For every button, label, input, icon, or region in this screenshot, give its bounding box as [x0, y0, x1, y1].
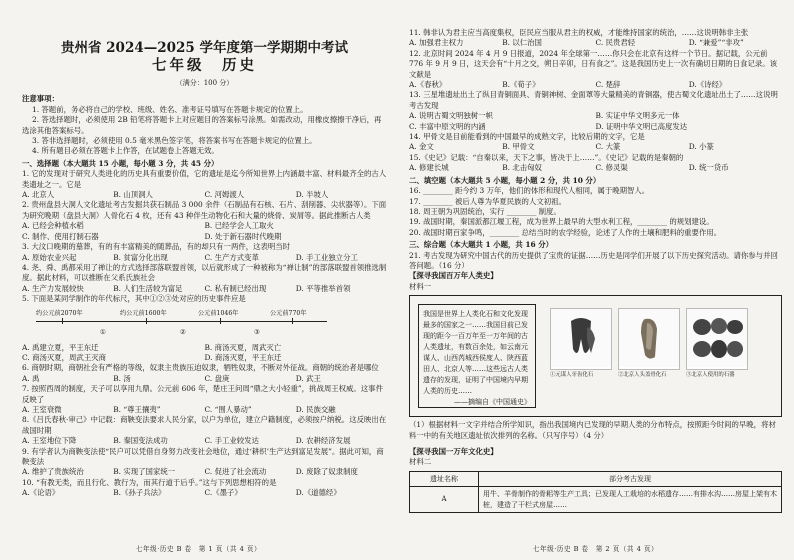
question-17: [409, 197, 782, 207]
question-6: [22, 363, 387, 384]
question-stem: 5. 下面是某同学制作的年代标尺，其中①②③处对应的历史事件应是: [22, 294, 246, 304]
question-9: [22, 447, 387, 478]
question-stem: 4. 尧、舜、禹都采用了禅让的方式选择部落联盟首领，以后就形成了一种被称为“禅让制”的部落联盟首领推选制度。据此材料，可以推断在父系氏族社会: [22, 262, 387, 283]
timeline-tick: [220, 318, 221, 324]
option-a: A. 已经会种植水稻: [22, 221, 84, 231]
option-c: C. 民贵君轻: [595, 38, 636, 48]
timeline-mark: ②: [180, 327, 186, 336]
table-header: 遗址名称: [410, 471, 479, 486]
option-d: D. 废除了奴隶制度: [295, 467, 358, 477]
options: [409, 80, 782, 90]
subsection-heading: 【探寻我国一万年文化史】: [409, 446, 498, 456]
table-cell: 用牛、羊骨制作的骨耜等生产工具；已发现人工栽培的水稻遗存……有排水沟……房屋上架有木桩，建造了干栏式房屋……: [479, 487, 782, 513]
option-b: B. 山顶洞人: [113, 190, 153, 200]
question-stem: 11. 韩非认为君主应当高度集权，臣民应当服从君主的权威，才能维持国家的统治，……这说明韩非主张: [409, 28, 749, 37]
notice-heading: 注意事项：: [22, 94, 59, 104]
option-a: A. 金文: [409, 142, 434, 152]
question-8: [22, 415, 387, 446]
timeline-label: 约公元前1600年: [120, 309, 167, 317]
question-stem: 18. 周王朝为巩固统治，实行 ________ 制度。: [409, 206, 561, 216]
option-b: B.《孙子兵法》: [113, 488, 166, 498]
options: [22, 253, 387, 263]
exam-subject: 七年级 历史: [152, 57, 257, 74]
option-b: B. 商汤灭夏，周武灭亡: [204, 342, 282, 352]
question-stem: 16. ________ 距今约 3 万年，他们的体形和现代人相同，属于晚期智人。: [409, 186, 650, 196]
options: [22, 374, 387, 384]
question-16: [409, 186, 782, 196]
skull-fossil-image: [618, 308, 680, 370]
option-c: C. 大篆: [595, 142, 621, 152]
figure: [618, 308, 680, 379]
option-c: C. 盘庚: [204, 373, 230, 383]
option-c: C. 商汤灭夏，周武王灭商: [22, 352, 106, 362]
material-body: 我国是世界上人类化石和文化发现最多的国家之一……我国目前已发现的距今一百万年至一万年间的古人类遗址，有数百余处，如云南元谋人、山西芮城西侯度人、陕西蓝田人、北京人等……这些远古人类遗存的发现，证明了中国境内早期人类的历史……: [423, 310, 528, 396]
table-cell: A: [410, 487, 479, 513]
option-c: C. 生产方式变革: [204, 252, 259, 262]
question-20: [409, 228, 782, 238]
full-score: （满分：100 分）: [175, 79, 234, 87]
option-a: A. 原始农业兴起: [22, 252, 77, 262]
question-stem: 21. 考古发现为研究中国古代的历史提供了宝贵的证据……历史是同学们开展了以下历史探究活动。请你参与并回答问题。（16 分）: [409, 250, 778, 270]
question-stem: 20. 战国时期百家争鸣，________ 总结当时的农学经验，论述了人作的土壤和肥料的重要作用。: [409, 227, 722, 237]
figure: [686, 308, 748, 379]
timeline-mark: ①: [100, 327, 106, 336]
option-a: A. 说明古蜀文明独树一帜: [409, 111, 493, 121]
figure-caption: ③北京人使用的石器: [686, 372, 735, 379]
question-10: [22, 478, 387, 499]
question-21: [409, 251, 782, 513]
option-d: D.《道德经》: [295, 488, 341, 498]
option-c: C. 楚辞: [595, 80, 621, 90]
timeline-mark: ③: [254, 327, 260, 336]
material-1-text: [418, 304, 536, 408]
question-stem: 13. 三星堆遗址出土了纵目青铜面具、青铜神树、金面罩等大量精美的青铜器，使古蜀文化遗址出土了……这说明考古发现: [409, 90, 778, 110]
option-d: D. 小篆: [688, 142, 714, 152]
question-2: [22, 200, 387, 242]
question-stem: 15.《史记》记载：“自秦以来，天下之事，皆决于上……”。《史记》记载的是秦朝的: [409, 152, 684, 162]
option-b: B. 汤: [113, 373, 131, 383]
options: [22, 343, 387, 364]
question-stem: 14. 甲骨文是目前能看到的中国最早的成熟文字，比较后期的文字，它是: [409, 132, 645, 142]
timeline-label: 公元前770年: [270, 309, 307, 317]
timeline-label: 公元前1046年: [198, 309, 239, 317]
section-heading: 三、综合题（本大题共 1 小题，共 16 分）: [409, 240, 553, 250]
options: [409, 38, 782, 48]
options: [409, 163, 782, 173]
question-14: [409, 132, 782, 153]
question-stem: 3. 大汶口晚期的墓葬，有的有丰富精美的随葬品，有的却只有一两件，这表明当时: [22, 242, 291, 252]
option-a: A. 王室衰微: [22, 404, 62, 414]
options: [409, 142, 782, 152]
question-stem: 8.《吕氏春秋·审己》中记载：商鞅变法要求人民分家，以户为单位，建立户籍制度，必须按户纳税。这反映出在战国时期: [22, 415, 387, 435]
option-c: C. 手工业较发达: [204, 436, 259, 446]
option-b: B. 实现了国家统一: [113, 467, 176, 477]
section-heading: 一、选择题（本大题共 15 小题，每小题 3 分，共 45 分）: [22, 158, 219, 168]
option-d: D. 武王: [295, 373, 321, 383]
material-label: 材料二: [409, 457, 432, 467]
material-1-box: [409, 295, 782, 417]
sub-question: （1）根据材料一文字并结合所学知识，指出我国境内已发现的早期人类的分布特点，按照距今时间的早晚，将材料一中的有关地区遗址依次排列的名称。（只写序号）（4 分）: [409, 420, 776, 440]
option-d: D. “兼爱”“非攻”: [688, 38, 744, 48]
exam-page-2: [397, 0, 794, 560]
notice-item: 2. 答选择题时，必须使用 2B 铅笔将答题卡上对应题目的答案标号涂黑。如需改动，用橡皮擦擦干净后，再选涂其他答案标号。: [22, 115, 382, 135]
subsection-heading: 【探寻我国百万年人类史】: [409, 271, 498, 281]
option-d: D. 商汤灭夏，平王东迁: [204, 352, 282, 362]
exam-title: 贵州省 2024—2025 学年度第一学期期中考试: [60, 40, 349, 56]
figure-caption: ②北京人头盖骨化石: [618, 372, 667, 379]
material-label: 材料一: [409, 281, 432, 291]
option-a: A. 禹: [22, 373, 40, 383]
option-b: B. 人们生活较为富足: [113, 283, 183, 293]
question-stem: 9. 有学者认为商鞅变法使“民户可以凭借自身努力改变社会地位，通过‘耕织’生产达到富足发展”。据此可知，商鞅变法: [22, 446, 384, 466]
options: [22, 467, 387, 477]
option-c: C. 河姆渡人: [204, 190, 245, 200]
options: [22, 284, 387, 294]
timeline-figure: [22, 307, 387, 341]
options: [22, 488, 387, 498]
options: [22, 221, 387, 242]
figure-caption: ①元谋人牙齿化石: [550, 372, 594, 379]
timeline-axis: [36, 321, 327, 322]
option-a: A.《论语》: [22, 488, 60, 498]
notice-item: 1. 答题前，务必将自己的学校、班级、姓名、准考证号填写在答题卡规定的位置上。: [32, 104, 308, 114]
question-stem: 2. 贵州盘县大洞人文化遗址考古发掘共获石制品 3 000 余件（石制品有石核、石片、刮削器、尖状器等）。下面为研究晚期（盘县大洞）人骨化石 4 枚，还有 43 种伴生动物化石和大量的烧骨、炭屑等。据此推断古人类: [22, 200, 387, 220]
question-stem: 19. 战国时期，秦国派都江堰工程，成为世界上最早的大型水利工程，________ 的规划建设。: [409, 217, 714, 227]
question-stem: 10. “有教无类，而且行化、教行为，而其行道于后乎。”这与下列思想相符的是: [22, 477, 277, 487]
option-c: C.《墨子》: [204, 488, 242, 498]
options: [22, 190, 387, 200]
question-13: [409, 90, 782, 132]
section-heading: 二、填空题（本大题共 5 小题，每小题 2 分，共 10 分）: [409, 175, 601, 185]
material-source: ——摘编自《中国通史》: [454, 398, 531, 407]
timeline-label: 约公元前2070年: [36, 309, 83, 317]
table-header: 部分考古发现: [479, 471, 782, 486]
option-b: B. 实证中华文明多元一体: [595, 111, 680, 121]
page-footer: 七年级·历史 B 卷 第 1 页（共 4 页）: [135, 544, 262, 553]
option-b: B. 贫富分化出现: [113, 252, 168, 262]
question-3: [22, 242, 387, 263]
question-11: [409, 28, 782, 49]
timeline-tick: [146, 318, 147, 324]
option-c: C. 制作、使用打制石器: [22, 231, 99, 241]
question-stem: 17. ________ 被后人尊为华夏民族的人文初祖。: [409, 196, 566, 206]
timeline-tick: [62, 318, 63, 324]
notice-item: 3. 答非选择题时，必须使用 0.5 毫米黑色签字笔，将答案书写在答题卡规定的位置上。: [32, 136, 317, 146]
option-d: D. 农耕经济发展: [295, 436, 351, 446]
option-d: D.《诗经》: [688, 80, 727, 90]
option-a: A. 加强君主权力: [409, 38, 464, 48]
option-b: B. 已经学会人工取火: [204, 221, 274, 231]
question-18: [409, 207, 782, 217]
timeline-tick: [292, 318, 293, 324]
option-a: A. 北京人: [22, 190, 55, 200]
page-footer: 七年级·历史 B 卷 第 2 页（共 4 页）: [532, 544, 659, 553]
option-b: B.《荀子》: [502, 80, 540, 90]
question-5: [22, 294, 387, 363]
notice-item: 4. 所有题目必须在答题卡上作答，在试题卷上答题无效。: [32, 146, 219, 156]
option-b: B. 秦国变法成功: [113, 436, 168, 446]
option-a: A. 修建长城: [409, 163, 449, 173]
options: [22, 436, 387, 446]
option-a: A. 维护了贵族统治: [22, 467, 84, 477]
option-a: A. 王室地位下降: [22, 436, 77, 446]
stone-tools-image: [686, 308, 748, 370]
question-19: [409, 217, 782, 227]
question-stem: 1. 它的发现对于研究人类进化的历史具有重要价值，它的遗址是迄今所知世界上内涵最丰富、材料最齐全的古人类遗址之一。它是: [22, 169, 387, 189]
option-c: C. 促进了社会流动: [204, 467, 267, 477]
option-d: D. 半坡人: [295, 190, 329, 200]
table-header-row: [410, 471, 782, 486]
option-b: B. 北击匈奴: [502, 163, 542, 173]
option-b: B. 甲骨文: [502, 142, 535, 152]
option-d: D. 证明中华文明已高度发达: [595, 121, 688, 131]
option-a: A. 禹建立夏，平王东迁: [22, 342, 99, 352]
option-b: B. “尊王攘夷”: [113, 404, 161, 414]
option-a: A. 生产力发展较快: [22, 283, 84, 293]
option-c: C. 修灵渠: [595, 163, 628, 173]
option-d: D. 手工业独立分工: [295, 252, 358, 262]
option-d: D. 统一货币: [688, 163, 729, 173]
question-7: [22, 384, 387, 415]
sites-table: [409, 471, 782, 513]
option-b: B. 以仁治国: [502, 38, 542, 48]
question-stem: 12. 北京时间 2024 年 4 月 9 日报道，2024 年全球第一……你只会在北京有这样一个节日。据记载，公元前 776 年 9 月 9 日，这天会有“十月之交，朔日辛卯，日有食之”。这是我国历史上一次有确切日期的日食记录。该文献是: [409, 48, 778, 79]
question-stem: 7. 按照西周的制度，天子可以享用九鼎。公元前 606 年，楚庄王问周“鼎之大小轻重”，挑战周王权威。这事件反映了: [22, 384, 383, 404]
table-row: [410, 487, 782, 513]
figure: [550, 308, 612, 379]
option-c: C. 私有制已经出现: [204, 283, 267, 293]
options: [22, 405, 387, 415]
question-stem: 6. 商朝时期，商朝社会有严格的等级，奴隶主贵族压迫奴隶，牺牲奴隶，不断对外征战。商朝的统治者是哪位: [22, 363, 379, 373]
option-a: A.《春秋》: [409, 80, 447, 90]
option-c: C. “围人暴动”: [204, 404, 252, 414]
question-1: [22, 169, 387, 200]
notice-section: [22, 94, 387, 156]
option-c: C. 丰富中原文明的内涵: [409, 121, 486, 131]
option-d: D. 处于新石器时代晚期: [204, 231, 282, 241]
material-images: [550, 308, 748, 379]
question-12: [409, 49, 782, 91]
option-d: D. 民族交融: [295, 404, 336, 414]
options: [409, 111, 782, 132]
tooth-fossil-image: [550, 308, 612, 370]
question-15: [409, 153, 782, 174]
option-d: D. 平等推举首领: [295, 283, 351, 293]
question-4: [22, 263, 387, 294]
